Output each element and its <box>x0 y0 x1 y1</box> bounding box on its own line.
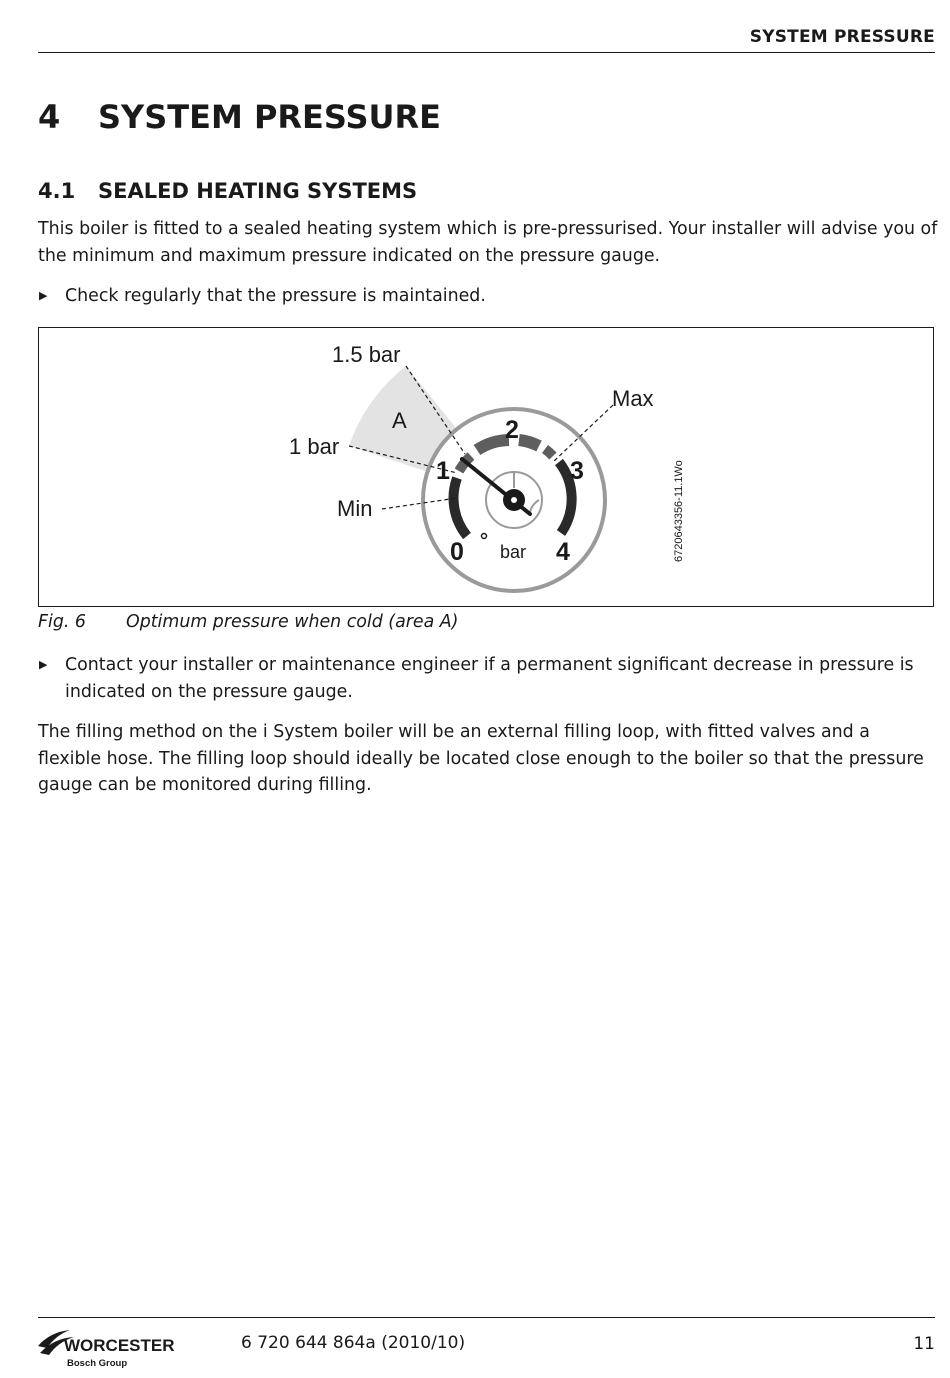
header-divider <box>38 52 935 53</box>
caption-text: Optimum pressure when cold (area A) <box>126 612 459 632</box>
figure-caption <box>38 612 458 632</box>
figure-code: 6720643356-11.1Wo <box>673 460 685 562</box>
document-number: 6 720 644 864a (2010/10) <box>241 1333 466 1353</box>
label-max: Max <box>612 386 654 411</box>
worcester-logo <box>36 1324 186 1370</box>
gauge-tick-3: 3 <box>570 457 584 485</box>
gauge-tick-4: 4 <box>556 538 570 566</box>
page-number: 11 <box>913 1334 935 1354</box>
section-heading <box>38 179 417 203</box>
header-title: SYSTEM PRESSURE <box>749 27 935 47</box>
bullet-item-check-pressure <box>38 283 938 310</box>
caption-label: Fig. 6 <box>38 612 86 632</box>
chapter-number: 4 <box>38 98 61 136</box>
label-1-bar: 1 bar <box>289 434 340 459</box>
section-title: SEALED HEATING SYSTEMS <box>98 179 418 203</box>
bullet-triangle-icon: ▶ <box>39 658 48 671</box>
gauge-tick-0: 0 <box>450 538 464 566</box>
logo-sub-text: Bosch Group <box>67 1358 128 1369</box>
gauge-arc-seg-3 <box>519 440 539 446</box>
filling-paragraph: The filling method on the i System boiler will be an external filling loop, with fitted valves and a flexible hose. The filling loop should ideally be located close enough to the boiler so that the pressure gauge can be monitored during filling. <box>38 722 924 795</box>
bullet-text: Contact your installer or maintenance engineer if a permanent significant decrease in pressure is indicated on the pressure gauge. <box>65 655 914 702</box>
gauge-arc-seg-4 <box>545 449 553 456</box>
logo-brand-text: WORCESTER <box>64 1336 175 1355</box>
label-min: Min <box>337 496 373 521</box>
gauge-tick-1: 1 <box>436 457 450 485</box>
pressure-gauge-figure <box>38 327 934 607</box>
gauge-hub-center <box>511 497 517 503</box>
bullet-item-contact-installer <box>38 652 938 705</box>
bullet-text: Check regularly that the pressure is maintained. <box>65 286 486 306</box>
gauge-tick-2: 2 <box>505 416 519 444</box>
bullet-triangle-icon: ▶ <box>39 289 48 302</box>
label-area-a: A <box>392 408 407 433</box>
pressure-gauge-diagram <box>39 328 935 608</box>
label-1-5-bar: 1.5 bar <box>332 342 401 367</box>
gauge-unit: bar <box>500 542 527 562</box>
footer-divider <box>38 1317 935 1318</box>
chapter-heading <box>38 98 441 136</box>
intro-paragraph: This boiler is fitted to a sealed heating system which is pre-pressurised. Your installer will advise you of the minimum and maximum pressure indicated on the pressure gauge. <box>38 219 938 266</box>
section-number: 4.1 <box>38 179 76 203</box>
chapter-title: SYSTEM PRESSURE <box>98 98 442 136</box>
